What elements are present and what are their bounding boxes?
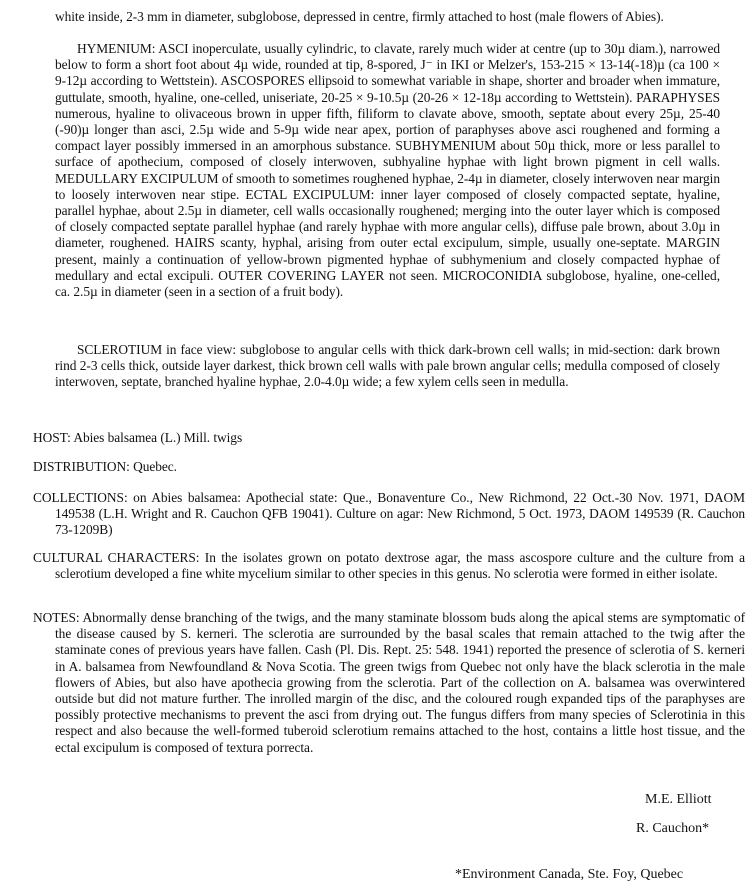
paragraph-distribution: DISTRIBUTION: Quebec. (33, 459, 177, 474)
paragraph-notes: NOTES: Abnormally dense branching of the twigs, and the many staminate blossom buds along the apical stems are symptomatic of the disease caused by S. kerneri. The sclerotia are surrounded by the basal scales that remain attached to the twig after the staminate cones of previous years have fallen. Cash (Pl. Dis. Rept. 25: 548. 1941) reported the presence of sclerotia of S. kerneri in A. balsamea from Newfoundland & Nova Scotia. The green twigs from Quebec not only have the black sclerotia in the male flowers of Abies, but also have apothecia growing from the sclerotia. Part of the collection on A. balsamea was overwintered outside but did not mature further. The inrolled margin of the disc, and the coloured rough expanded tips of the paraphyses are possibly protective mechanisms to prevent the asci from drying out. The fungus differs from many species of Sclerotinia in this respect and also because the well-formed tuberoid sclerotium remains attached to the host, contains a little host tissue, and the ectal excipulum is composed of textura porrecta. (33, 610, 745, 755)
paragraph-description-end: white inside, 2-3 mm in diameter, subglobose, depressed in centre, firmly attached to host (male flowers of Abies). (55, 9, 664, 24)
paragraph-cultural-characters: CULTURAL CHARACTERS: In the isolates grown on potato dextrose agar, the mass ascospore culture and the culture from a sclerotium developed a fine white mycelium similar to other species in this genus. No sclerotia were formed in either isolate. (33, 550, 745, 582)
footnote-affiliation: *Environment Canada, Ste. Foy, Quebec (455, 867, 684, 882)
paragraph-sclerotium: SCLEROTIUM in face view: subglobose to angular cells with thick dark-brown cell walls; in mid-section: dark brown rind 2-3 cells thick, outside layer darkest, thick brown cell walls with pale brown angular cells; medulla composed of closely interwoven, septate, branched hyaline hyphae, 2.0-4.0µ wide; a few xylem cells seen in medulla. (55, 342, 720, 390)
paragraph-hymenium: HYMENIUM: ASCI inoperculate, usually cylindric, to clavate, rarely much wider at centre (up to 30µ diam.), narrowed below to form a short foot about 4µ wide, rounded at tip, 8-spored, J⁻ in IKI or Melzer's, 153-215 × 13-14(-18)µ (ca 100 × 9-12µ according to Wettstein). ASCOSPORES ellipsoid to somewhat variable in shape, shorter and broader when immature, guttulate, smooth, hyaline, one-celled, uniseriate, 20-25 × 9-10.5µ (20-26 × 12-18µ according to Wettstein). PARAPHYSES numerous, hyaline to olivaceous brown in upper fifth, filiform to clavate above, smooth, septate about every 25µ, 25-40 (-90)µ longer than asci, 2.5µ wide and 5-9µ wide near apex, portion of paraphyses above asci roughened and forming a compact layer possibly immersed in an amorphous substance. SUBHYMENIUM about 50µ thick, more or less parallel to surface of apothecium, composed of closely interwoven, subhyaline hyphae with light brown pigment in cell walls. MEDULLARY EXCIPULUM of smooth to sometimes roughened hyphae, 2-4µ in diameter, closely interwoven near margin to loosely interwoven near stipe. ECTAL EXCIPULUM: inner layer composed of closely compacted septate, hyaline, parallel hyphae, about 2.5µ in diameter, cell walls occasionally roughened; merging into the outer layer which is composed of closely compacted septate parallel hyphae (and rarely hyphae with more angular cells), diffuse pale brown, about 3.0µ in diameter, roughened. HAIRS scanty, hyphal, arising from outer ectal excipulum, simple, usually one-septate. MARGIN present, mainly a continuation of yellow-brown pigmented hyphae of subhymenium and closely compacted hyphae of medullary and ectal excipuli. OUTER COVERING LAYER not seen. MICROCONIDIA subglobose, hyaline, one-celled, ca. 2.5µ in diameter (seen in a section of a fruit body). (55, 41, 720, 300)
author-cauchon: R. Cauchon* (636, 821, 710, 836)
paragraph-host: HOST: Abies balsamea (L.) Mill. twigs (33, 430, 243, 445)
paragraph-collections: COLLECTIONS: on Abies balsamea: Apothecial state: Que., Bonaventure Co., New Richmond, 22 Oct.-30 Nov. 1971, DAOM 149538 (L.H. Wright and R. Cauchon QFB 19041). Culture on agar: New Richmond, 5 Oct. 1973, DAOM 149539 (R. Cauchon 73-1209B) (33, 490, 745, 538)
author-elliott: M.E. Elliott (645, 792, 712, 807)
